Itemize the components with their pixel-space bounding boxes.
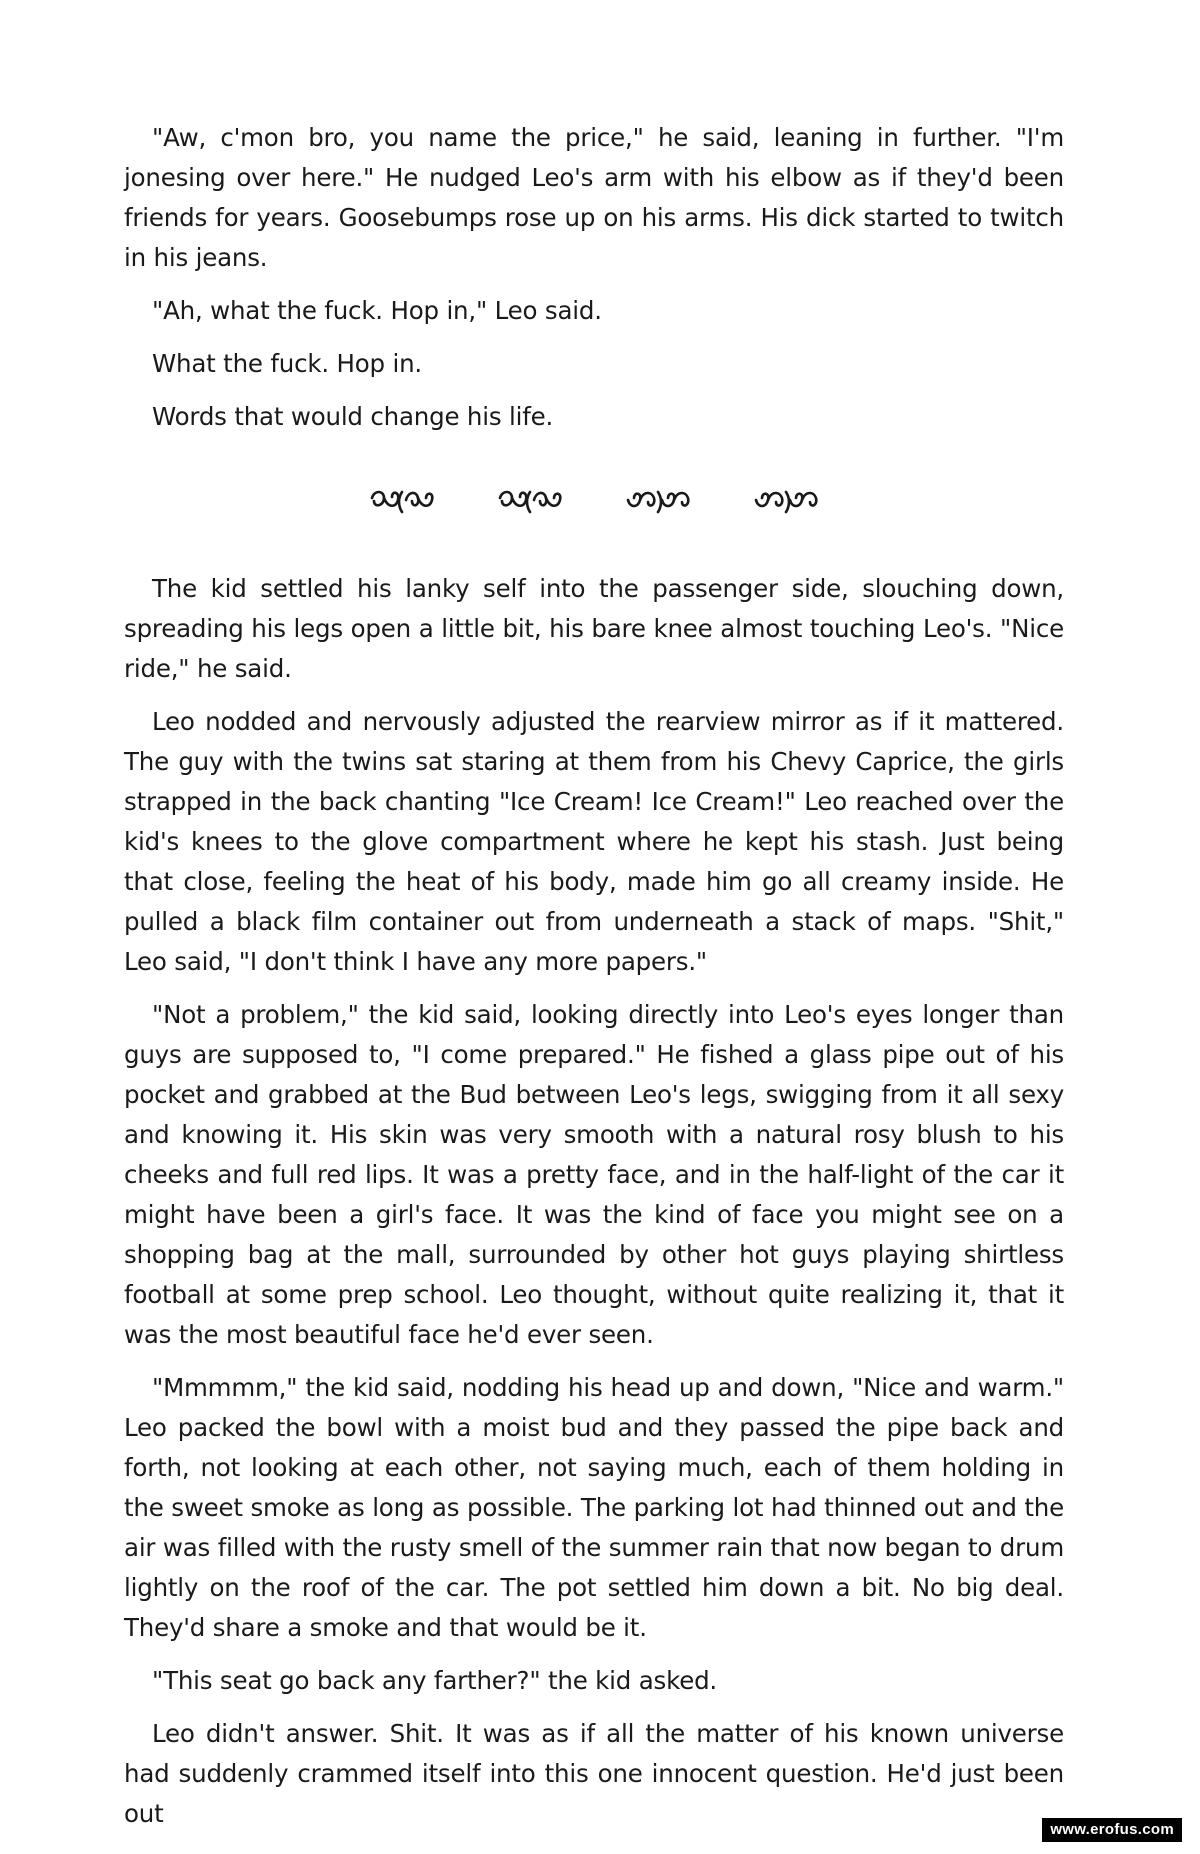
paragraph: The kid settled his lanky self into the passenger side, slouching down, spreading his legs open a little bit, his bare knee almost touching Leo's. "Nice ride," he said. — [124, 574, 1064, 683]
paragraph: Words that would change his life. — [152, 402, 554, 431]
scroll-ornament-icon — [368, 486, 436, 516]
scroll-ornament-icon — [624, 486, 692, 516]
book-page — [124, 118, 1064, 1834]
scroll-ornament-icon — [752, 486, 820, 516]
paragraph: "Aw, c'mon bro, you name the price," he said, leaning in further. "I'm jonesing over here." He nudged Leo's arm with his elbow as if they'd been friends for years. Goosebumps rose up on his arms. His dick started to twitch in his jeans. — [124, 123, 1064, 272]
paragraph: Leo didn't answer. Shit. It was as if all the matter of his known universe had suddenly crammed itself into this one innocent question. He'd just been out — [124, 1719, 1064, 1828]
paragraph: What the fuck. Hop in. — [152, 349, 423, 378]
watermark-label: www.erofus.com — [1042, 1818, 1182, 1842]
paragraph: "This seat go back any farther?" the kid asked. — [152, 1666, 718, 1695]
paragraph: "Mmmmm," the kid said, nodding his head up and down, "Nice and warm." Leo packed the bowl with a moist bud and they passed the pipe back and forth, not looking at each other, not saying much, each of them holding in the sweet smoke as long as possible. The parking lot had thinned out and the air was filled with the rusty smell of the summer rain that now began to drum lightly on the roof of the car. The pot settled him down a bit. No big deal. They'd share a smoke and that would be it. — [124, 1373, 1064, 1642]
paragraph: "Ah, what the fuck. Hop in," Leo said. — [152, 296, 602, 325]
paragraph: "Not a problem," the kid said, looking directly into Leo's eyes longer than guys are supposed to, "I come prepared." He fished a glass pipe out of his pocket and grabbed at the Bud between Leo's legs, swigging from it all sexy and knowing it. His skin was very smooth with a natural rosy blush to his cheeks and full red lips. It was a pretty face, and in the half-light of the car it might have been a girl's face. It was the kind of face you might see on a shopping bag at the mall, surrounded by other hot guys playing shirtless football at some prep school. Leo thought, without quite realizing it, that it was the most beautiful face he'd ever seen. — [124, 1000, 1064, 1349]
scroll-ornament-icon — [496, 486, 564, 516]
paragraph: Leo nodded and nervously adjusted the rearview mirror as if it mattered. The guy with the twins sat staring at them from his Chevy Caprice, the girls strapped in the back chanting "Ice Cream! Ice Cream!" Leo reached over the kid's knees to the glove compartment where he kept his stash. Just being that close, feeling the heat of his body, made him go all creamy inside. He pulled a black film container out from underneath a stack of maps. "Shit," Leo said, "I don't think I have any more papers." — [124, 707, 1064, 976]
section-break-ornaments — [124, 481, 1064, 521]
